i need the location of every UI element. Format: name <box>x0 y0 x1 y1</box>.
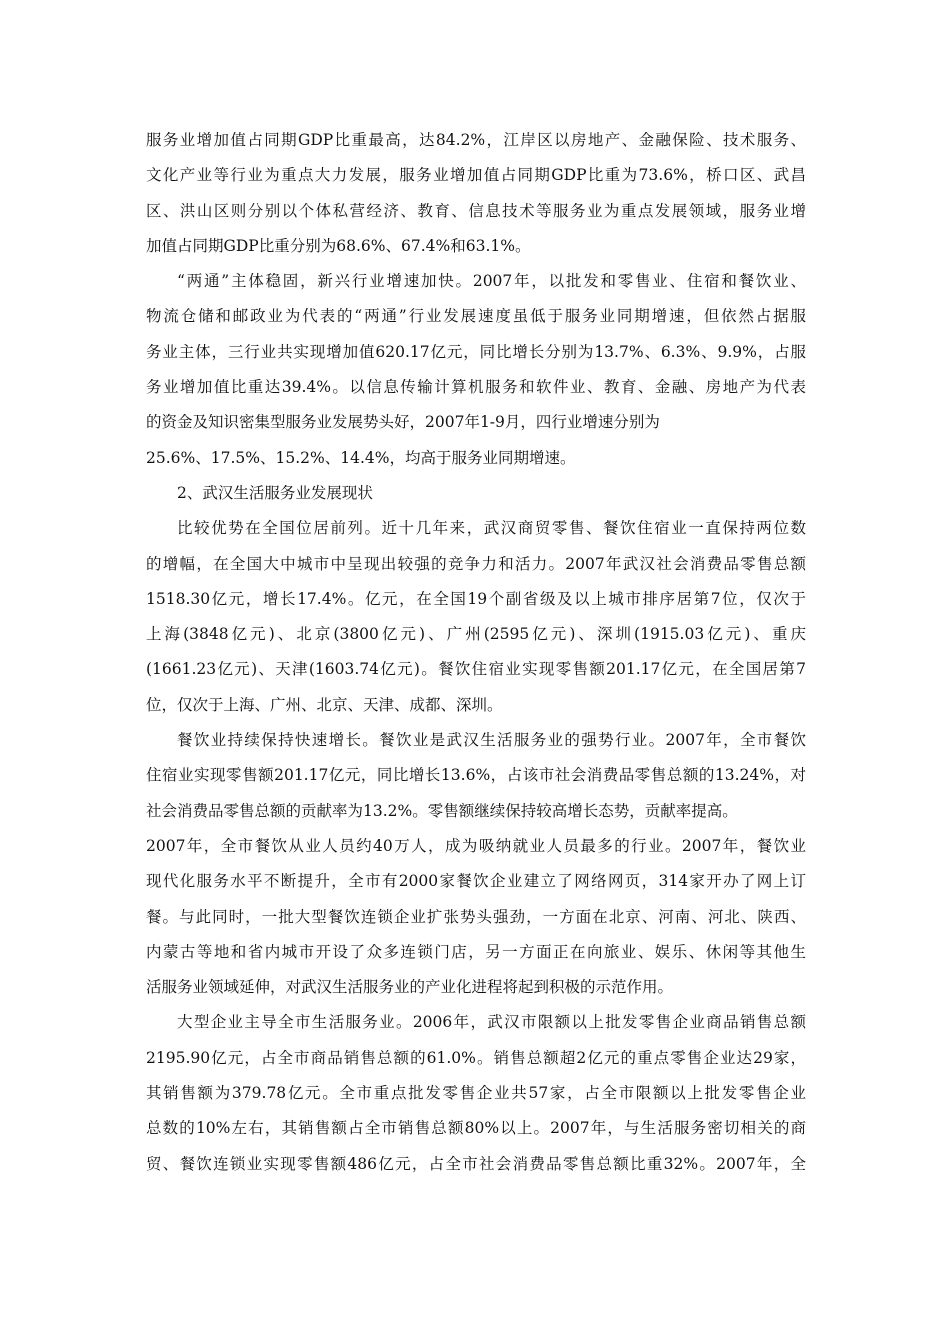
text-line: 总数的10%左右，其销售额占全市销售总额80%以上。2007年，与生活服务密切相关的商 <box>146 1119 806 1138</box>
paragraph-first-line: 大型企业主导全市生活服务业。2006年，武汉市限额以上批发零售企业商品销售总额 <box>177 1013 806 1032</box>
text-line: 的增幅，在全国大中城市中呈现出较强的竞争力和活力。2007年武汉社会消费品零售总额 <box>146 554 806 573</box>
text-line: 务业增加值比重达39.4%。以信息传输计算机服务和软件业、教育、金融、房地产为代表 <box>146 378 806 397</box>
text-line: 25.6%、17.5%、15.2%、14.4%，均高于服务业同期增速。 <box>146 448 576 467</box>
text-line: 住宿业实现零售额201.17亿元，同比增长13.6%，占该市社会消费品零售总额的13.24%，对 <box>146 766 806 785</box>
text-line: 加值占同期GDP比重分别为68.6%、67.4%和63.1%。 <box>146 236 531 255</box>
document-body <box>146 123 806 1182</box>
text-line: 2007年，全市餐饮从业人员约40万人，成为吸纳就业人员最多的行业。2007年，餐饮业 <box>146 836 806 855</box>
text-line: 物流仓储和邮政业为代表的“两通”行业发展速度虽低于服务业同期增速，但依然占据服 <box>146 307 806 326</box>
text-line: 社会消费品零售总额的贡献率为13.2%。零售额继续保持较高增长态势，贡献率提高。 <box>146 801 738 820</box>
paragraph-first-line: “两通”主体稳固，新兴行业增速加快。2007年，以批发和零售业、住宿和餐饮业、 <box>177 272 806 291</box>
text-line: 现代化服务水平不断提升，全市有2000家餐饮企业建立了网络网页，314家开办了网上订 <box>146 872 806 891</box>
text-line: 的资金及知识密集型服务业发展势头好，2007年1-9月，四行业增速分别为 <box>146 413 660 432</box>
text-line: 位，仅次于上海、广州、北京、天津、成都、深圳。 <box>146 695 503 714</box>
text-line: 内蒙古等地和省内城市开设了众多连锁门店，另一方面正在向旅业、娱乐、休闲等其他生 <box>146 942 806 961</box>
text-line: 贸、餐饮连锁业实现零售额486亿元，占全市社会消费品零售总额比重32%。2007年，全 <box>146 1154 806 1173</box>
text-line: 1518.30亿元，增长17.4%。亿元，在全国19个副省级及以上城市排序居第7位，仅次于 <box>146 589 806 608</box>
paragraph-first-line: 比较优势在全国位居前列。近十几年来，武汉商贸零售、餐饮住宿业一直保持两位数 <box>177 519 806 538</box>
text-line: 文化产业等行业为重点大力发展，服务业增加值占同期GDP比重为73.6%，桥口区、武昌 <box>146 166 806 185</box>
section-heading: 2、武汉生活服务业发展现状 <box>177 483 373 502</box>
text-line: 区、洪山区则分别以个体私营经济、教育、信息技术等服务业为重点发展领域，服务业增 <box>146 201 806 220</box>
text-line: 活服务业领域延伸，对武汉生活服务业的产业化进程将起到积极的示范作用。 <box>146 978 674 997</box>
text-line: 2195.90亿元，占全市商品销售总额的61.0%。销售总额超2亿元的重点零售企业达29家， <box>146 1048 806 1067</box>
text-line: 上海(3848亿元)、北京(3800亿元)、广州(2595亿元)、深圳(1915.03亿元)、重庆 <box>146 625 806 644</box>
text-line: 务业主体，三行业共实现增加值620.17亿元，同比增长分别为13.7%、6.3%、9.9%，占服 <box>146 342 806 361</box>
text-line: 餐。与此同时，一批大型餐饮连锁企业扩张势头强劲，一方面在北京、河南、河北、陕西、 <box>146 907 806 926</box>
text-line: (1661.23亿元)、天津(1603.74亿元)。餐饮住宿业实现零售额201.17亿元，在全国居第7 <box>146 660 806 679</box>
text-line: 其销售额为379.78亿元。全市重点批发零售企业共57家，占全市限额以上批发零售企业 <box>146 1084 806 1103</box>
text-line: 服务业增加值占同期GDP比重最高，达84.2%，江岸区以房地产、金融保险、技术服务、 <box>146 131 806 149</box>
paragraph-first-line: 餐饮业持续保持快速增长。餐饮业是武汉生活服务业的强势行业。2007年，全市餐饮 <box>177 731 806 750</box>
